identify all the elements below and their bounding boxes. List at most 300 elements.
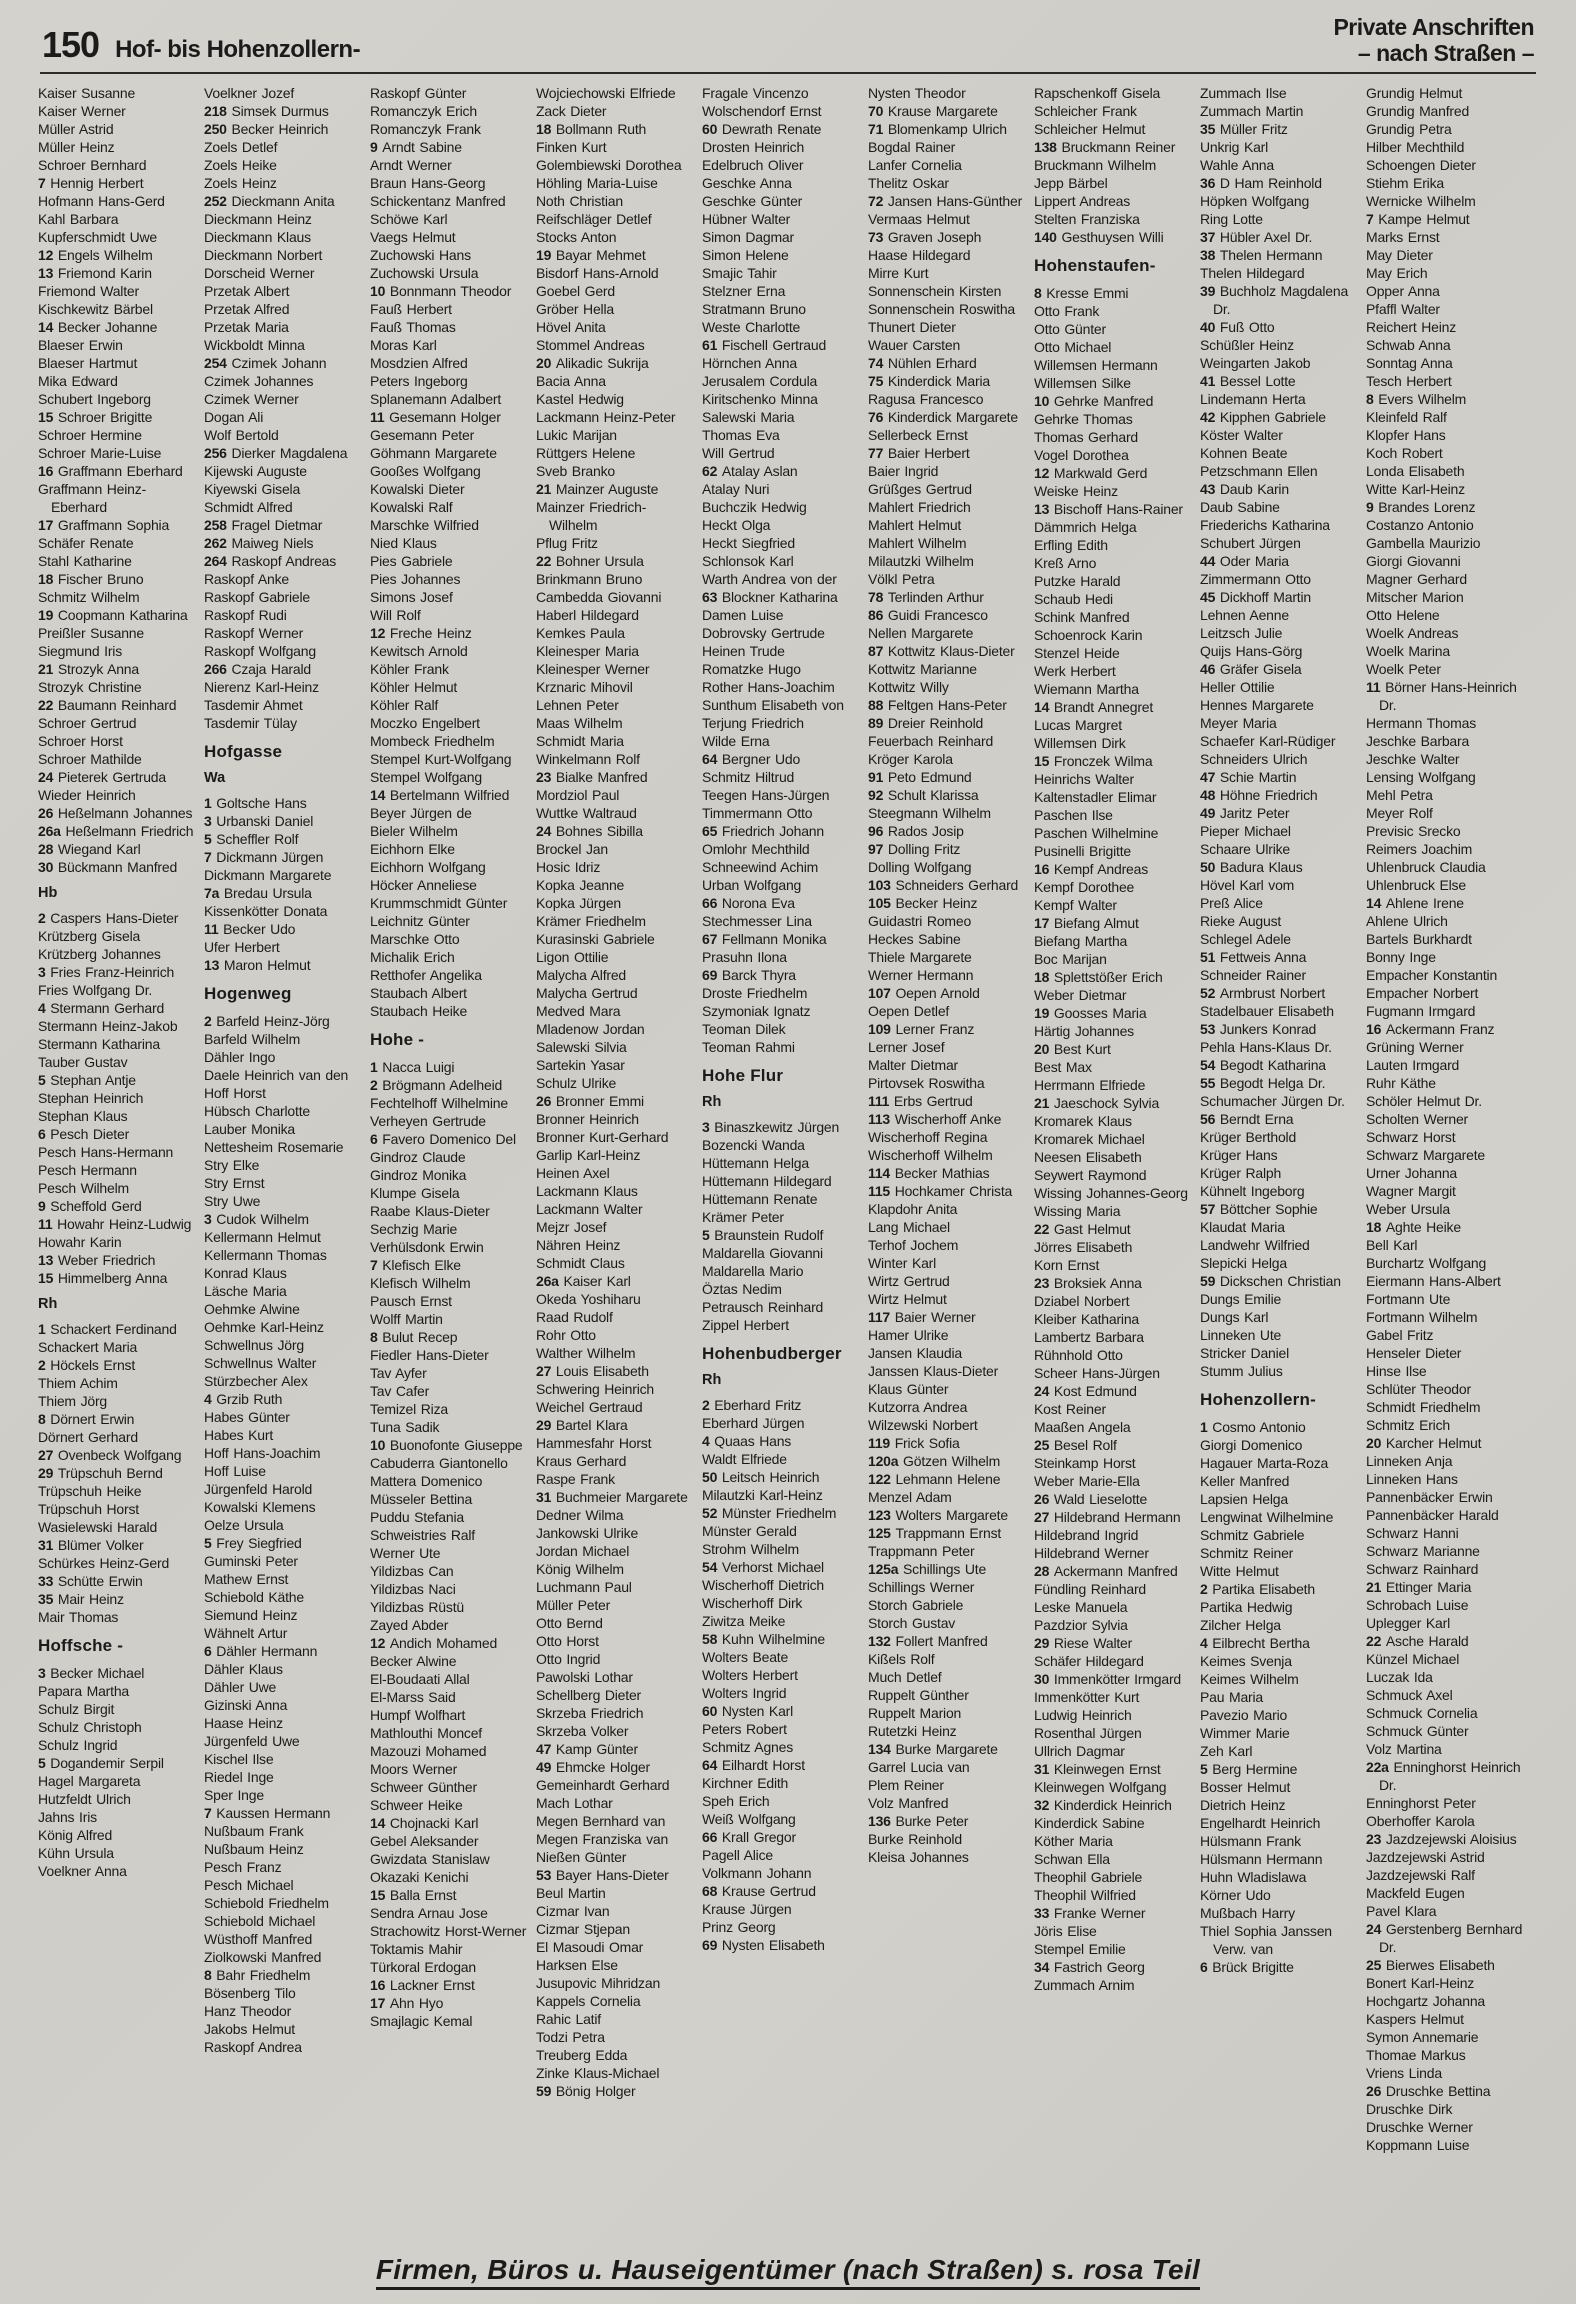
directory-entry: Reimers Joachim [1366,841,1473,857]
directory-entry: 138 Bruckmann Reiner [1034,139,1176,155]
house-number: 22 [536,553,556,569]
directory-entry: 10 Gehrke Manfred [1034,393,1154,409]
directory-entry: Kowalski Ralf [370,499,453,515]
directory-entry: Kromarek Klaus [1034,1113,1132,1129]
house-number: 88 [868,697,888,713]
directory-entry: Scheer Hans-Jürgen [1034,1365,1160,1381]
directory-entry: Pawolski Lothar [536,1669,633,1685]
directory-entry: 30 Bückmann Manfred [38,859,178,875]
directory-entry: Münster Gerald [702,1523,797,1539]
directory-entry: Fündling Reinhard [1034,1581,1147,1597]
directory-entry: Romatzke Hugo [702,661,801,677]
house-number: 3 [38,1665,51,1681]
directory-entry: Kowalski Klemens [204,1499,316,1515]
directory-entry: 18 Fischer Bruno [38,571,144,587]
directory-entry: 21 Jaeschock Sylvia [1034,1095,1160,1111]
directory-entry: Retthofer Angelika [370,967,482,983]
directory-entry: Omlohr Mechthild [702,841,810,857]
directory-entry: 30 Immenkötter Irmgard [1034,1671,1181,1687]
directory-entry: Schiebold Käthe [204,1589,304,1605]
house-number: 21 [38,661,58,677]
directory-entry: Quijs Hans-Görg [1200,643,1303,659]
directory-entry: Kost Reiner [1034,1401,1106,1417]
directory-entry: Hoff Luise [204,1463,266,1479]
directory-entry: Milautzki Wilhelm [868,553,974,569]
directory-entry: Schweer Günther [370,1779,477,1795]
directory-entry: Pesch Wilhelm [38,1180,129,1196]
house-number: 136 [868,1813,896,1829]
directory-entry: Stry Elke [204,1157,260,1173]
directory-entry: 32 Kinderdick Heinrich [1034,1797,1172,1813]
directory-entry: Schillings Werner [868,1579,975,1595]
directory-entry: 44 Oder Maria [1200,553,1289,569]
house-number: 4 [204,1391,217,1407]
directory-entry: Stempel Kurt-Wolfgang [370,751,512,767]
directory-entry: Humpf Wolfhart [370,1707,466,1723]
directory-entry: Fries Wolfgang Dr. [38,982,153,998]
directory-entry: Heinen Axel [536,1165,610,1181]
directory-entry: Putzke Harald [1034,573,1121,589]
directory-entry: Jörres Elisabeth [1034,1239,1133,1255]
directory-entry: 87 Kottwitz Klaus-Dieter [868,643,1015,659]
directory-entry: Dörnert Gerhard [38,1429,138,1445]
house-number: 96 [868,823,888,839]
directory-entry: Kappels Cornelia [536,1993,641,2009]
directory-entry: 36 D Ham Reinhold [1200,175,1322,191]
directory-entry: Tauber Gustav [38,1054,128,1070]
house-number: 5 [702,1227,715,1243]
directory-entry: Werner Ute [370,1545,441,1561]
directory-entry: Sunthum Elisabeth von [702,697,844,713]
directory-entry: Ring Lotte [1200,211,1263,227]
directory-entry: Stelzner Erna [702,283,786,299]
directory-entry: 42 Kipphen Gabriele [1200,409,1326,425]
directory-entry: Wissing Maria [1034,1203,1121,1219]
directory-entry: Kleisa Johannes [868,1849,969,1865]
directory-entry: Stiehm Erika [1366,175,1444,191]
directory-entry: Verhülsdonk Erwin [370,1239,484,1255]
directory-entry: Trüpschuh Heike [38,1483,142,1499]
house-number: 16 [1034,861,1054,877]
house-number: 40 [1200,319,1220,335]
house-number: 6 [204,1643,217,1659]
house-number: 19 [1034,1005,1054,1021]
directory-entry: Koppmann Luise [1366,2137,1470,2153]
directory-entry: Seywert Raymond [1034,1167,1147,1183]
directory-entry: Stry Ernst [204,1175,265,1191]
directory-entry: Noth Christian [536,193,623,209]
directory-entry: 105 Becker Heinz [868,895,978,911]
directory-entry: Eichhorn Wolfgang [370,859,486,875]
directory-entry: Jordan Michael [536,1543,630,1559]
house-number: 71 [868,121,888,137]
directory-entry: Lang Michael [868,1219,950,1235]
directory-entry: 24 Bohnes Sibilla [536,823,643,839]
directory-entry: Höhling Maria-Luise [536,175,658,191]
directory-entry: Otto Ingrid [536,1651,601,1667]
directory-entry: Stadelbauer Elisabeth [1200,1003,1334,1019]
house-number: 2 [38,910,51,926]
directory-entry: Paschen Wilhelmine [1034,825,1159,841]
directory-entry: 31 Blümer Volker [38,1537,144,1553]
directory-entry: 29 Riese Walter [1034,1635,1133,1651]
directory-entry: Gindroz Claude [370,1149,466,1165]
house-number: 9 [38,1198,51,1214]
house-number: 54 [702,1559,722,1575]
directory-entry: Voelkner Jozef [204,85,295,101]
directory-entry: Golembiewski Dorothea [536,157,682,173]
directory-entry: Symon Annemarie [1366,2029,1479,2045]
directory-entry: 20 Alikadic Sukrija [536,355,649,371]
directory-entry: Hagel Margareta [38,1773,141,1789]
directory-entry: 7 Kaussen Hermann [204,1805,331,1821]
directory-entry: 7 Kampe Helmut [1366,211,1470,227]
directory-entry: Smajlagic Kemal [370,2013,473,2029]
directory-entry: Wahle Anna [1200,157,1274,173]
directory-entry: Megen Bernhard van [536,1813,666,1829]
directory-entry: Sendra Arnau Jose [370,1905,488,1921]
directory-entry: Ligon Ottilie [536,949,609,965]
directory-entry: Lackmann Klaus [536,1183,638,1199]
district-label: Wa [204,770,226,786]
directory-entry: 86 Guidi Francesco [868,607,988,623]
directory-entry: Stechmesser Lina [702,913,812,929]
house-number: 3 [204,1211,217,1227]
house-number: 24 [38,769,58,785]
house-number: 45 [1200,589,1220,605]
directory-entry: Fortmann Ute [1366,1291,1451,1307]
directory-entry: Milautzki Karl-Heinz [702,1487,823,1503]
directory-entry: 262 Maiweg Niels [204,535,314,551]
directory-entry: Friederichs Katharina [1200,517,1330,533]
directory-entry: Smajic Tahir [702,265,777,281]
house-number: 75 [868,373,888,389]
directory-entry: 57 Böttcher Sophie [1200,1201,1318,1217]
directory-entry: Otto Michael [1034,339,1112,355]
directory-entry: 1 Schackert Ferdinand [38,1321,177,1337]
house-number: 3 [38,964,51,980]
directory-entry: Burchartz Wolfgang [1366,1255,1487,1271]
directory-entry: Schlegel Adele [1200,931,1291,947]
directory-entry: Wischerhoff Dirk [702,1595,803,1611]
house-number: 29 [38,1465,58,1481]
directory-entry: Mika Edward [38,373,118,389]
directory-entry: Przetak Albert [204,283,290,299]
directory-entry: Pieper Michael [1200,823,1291,839]
directory-entry: Gemeinhardt Gerhard [536,1777,670,1793]
directory-entry: Druschke Werner [1366,2119,1473,2135]
directory-entry: Hübner Walter [702,211,791,227]
directory-entry: Dedner Wilma [536,1507,624,1523]
directory-entry: Strozyk Christine [38,679,142,695]
house-number: 254 [204,355,232,371]
directory-entry: Fechtelhoff Wilhelmine [370,1095,508,1111]
house-number: 21 [1366,1579,1386,1595]
directory-entry: Marschke Otto [370,931,460,947]
directory-entry: 68 Krause Gertrud [702,1883,816,1899]
house-number: 23 [1366,1831,1386,1847]
directory-entry: Timmermann Otto [702,805,813,821]
directory-entry: Jusupovic Mihridzan [536,1975,661,1991]
directory-entry: Sonnenschein Kirsten [868,283,1002,299]
directory-entry: Krüger Berthold [1200,1129,1297,1145]
directory-entry: 11 Howahr Heinz-Ludwig [38,1216,192,1232]
directory-entry: 8 Bahr Friedhelm [204,1967,311,1983]
directory-entry: Unkrig Karl [1200,139,1269,155]
street-header: Hoffsche - [38,1636,124,1655]
directory-entry: 51 Fettweis Anna [1200,949,1307,965]
house-number: 49 [536,1759,556,1775]
directory-entry: Schaefer Karl-Rüdiger [1200,733,1336,749]
directory-entry: Lackmann Heinz-Peter [536,409,676,425]
directory-entry: Schwarz Marianne [1366,1543,1480,1559]
directory-entry: 12 Markwald Gerd [1034,465,1148,481]
directory-entry: Oelze Ursula [204,1517,284,1533]
directory-entry: Pannenbäcker Harald [1366,1507,1499,1523]
directory-entry: Zayed Abder [370,1617,449,1633]
directory-entry: Fiedler Hans-Dieter [370,1347,489,1363]
house-number: 66 [702,1829,722,1845]
directory-entry: 258 Fragel Dietmar [204,517,323,533]
directory-entry: Klefisch Wilhelm [370,1275,471,1291]
directory-entry: Ziolkowski Manfred [204,1949,322,1965]
directory-entry: Schürkes Heinz-Gerd [38,1555,170,1571]
house-number: 56 [1200,1111,1220,1127]
directory-entry: 53 Bayer Hans-Dieter [536,1867,669,1883]
directory-entry: Dickmann Margarete [204,867,332,883]
directory-entry: Czimek Johannes [204,373,314,389]
directory-entry: Gehrke Thomas [1034,411,1133,427]
directory-entry: Pflug Fritz [536,535,598,551]
directory-entry: 9 Scheffold Gerd [38,1198,142,1214]
directory-entry: 252 Dieckmann Anita [204,193,335,209]
directory-entry: Mahlert Friedrich [868,499,971,515]
house-number: 9 [370,139,383,155]
house-number: 25 [1366,1957,1386,1973]
directory-entry: Vaegs Helmut [370,229,456,245]
directory-entry: Schoengen Dieter [1366,157,1476,173]
house-number: 6 [1200,1959,1213,1975]
directory-entry: Woelk Marina [1366,643,1450,659]
house-number: 218 [204,103,232,119]
house-number: 258 [204,517,232,533]
directory-entry: Hübsch Charlotte [204,1103,310,1119]
directory-entry: Schmidt Claus [536,1255,625,1271]
column-6 [868,84,1025,2244]
directory-entry: 27 Hildebrand Hermann [1034,1509,1181,1525]
directory-entry: 37 Hübler Axel Dr. [1200,229,1313,245]
directory-entry: 23 Bialke Manfred [536,769,648,785]
house-number: 20 [1034,1041,1054,1057]
directory-entry: Stumm Julius [1200,1363,1283,1379]
directory-entry: Yildizbas Can [370,1563,454,1579]
directory-entry: Härtig Johannes [1034,1023,1134,1039]
directory-entry: Schleicher Helmut [1034,121,1146,137]
house-number: 105 [868,895,896,911]
directory-entry: Bieler Wilhelm [370,823,458,839]
directory-entry: Gwizdata Stanislaw [370,1851,490,1867]
directory-entry: Koch Robert [1366,445,1443,461]
directory-entry: Jazdzejewski Astrid [1366,1849,1485,1865]
directory-entry: Wiemann Martha [1034,681,1139,697]
directory-entry: Habes Kurt [204,1427,274,1443]
directory-entry: Huhn Wladislawa [1200,1869,1307,1885]
directory-entry: Ufer Herbert [204,939,280,955]
directory-entry: 27 Ovenbeck Wolfgang [38,1447,182,1463]
directory-entry: Kißels Rolf [868,1651,935,1667]
directory-entry: Luczak Ida [1366,1669,1433,1685]
directory-entry: Haberl Hildegard [536,607,639,623]
directory-entry: Hülsmann Hermann [1200,1851,1323,1867]
directory-entry: Mair Thomas [38,1609,119,1625]
house-number: 107 [868,985,896,1001]
street-header: Hohenbudberger [702,1344,842,1363]
directory-entry: Medved Mara [536,1003,621,1019]
directory-entry: Kijewski Auguste [204,463,307,479]
directory-entry: Weber Dietmar [1034,987,1127,1003]
directory-entry: Marschke Wilfried [370,517,479,533]
directory-entry: Splanemann Adalbert [370,391,502,407]
directory-entry: Hermann Thomas [1366,715,1476,731]
directory-entry: Künzel Michael [1366,1651,1460,1667]
house-number: 24 [1366,1921,1386,1937]
directory-entry: Kleiber Katharina [1034,1311,1139,1327]
directory-entry: Skrzeba Volker [536,1723,629,1739]
directory-entry: Schulz Ulrike [536,1075,617,1091]
directory-entry: Tav Cafer [370,1383,430,1399]
house-number: 17 [1034,915,1054,931]
directory-entry: Schmuck Axel [1366,1687,1453,1703]
directory-entry: 35 Müller Fritz [1200,121,1288,137]
directory-entry: Woelk Peter [1366,661,1441,677]
house-number: 8 [1034,285,1047,301]
directory-entry: Mathlouthi Moncef [370,1725,482,1741]
directory-entry: 250 Becker Heinrich [204,121,329,137]
directory-entry: Otto Horst [536,1633,599,1649]
page-title: Hof- bis Hohenzollern- [115,36,361,63]
directory-entry: Schmidt Friedhelm [1366,1399,1481,1415]
directory-entry: Dungs Karl [1200,1309,1269,1325]
directory-entry: Wauer Carsten [868,337,961,353]
directory-entry: 26 Heßelmann Johannes [38,805,193,821]
directory-entry: Schüßler Heinz [1200,337,1294,353]
house-number: 2 [38,1357,51,1373]
house-number: 30 [38,859,58,875]
house-number: 86 [868,607,888,623]
directory-entry: Okazaki Kenichi [370,1869,469,1885]
directory-entry: 10 Buonofonte Giuseppe [370,1437,523,1453]
directory-entry: Müller Peter [536,1597,611,1613]
directory-entry: 11 Gesemann Holger [370,409,501,425]
directory-entry: Leitzsch Julie [1200,625,1283,641]
house-number: 8 [370,1329,383,1345]
house-number: 27 [536,1363,556,1379]
directory-entry: 18 Splettstößer Erich [1034,969,1163,985]
directory-entry: Zinke Klaus-Michael [536,2065,660,2081]
directory-entry: 1 Cosmo Antonio [1200,1419,1306,1435]
directory-entry: Harksen Else [536,1957,618,1973]
directory-entry: 24 Gerstenberg Bernhard Dr. [1366,1921,1523,1955]
directory-entry: Zippel Herbert [702,1317,789,1333]
directory-entry: Sonntag Anna [1366,355,1453,371]
directory-entry: Will Rolf [370,607,421,623]
directory-entry: Malycha Gertrud [536,985,638,1001]
directory-entry: Kohnen Beate [1200,445,1288,461]
directory-entry: Pavel Klara [1366,1903,1437,1919]
directory-entry: 119 Frick Sofia [868,1435,960,1451]
directory-columns [38,84,1538,2244]
directory-entry: Salewski Silvia [536,1039,627,1055]
column-8 [1200,84,1357,2244]
directory-entry: Schink Manfred [1034,609,1130,625]
directory-entry: Schwellnus Jörg [204,1337,304,1353]
directory-entry: Pirtovsek Roswitha [868,1075,985,1091]
directory-entry: Otto Bernd [536,1615,603,1631]
house-number: 117 [868,1309,895,1325]
directory-entry: Schackert Maria [38,1339,138,1355]
house-number: 11 [370,409,390,425]
directory-entry: Prasuhn Ilona [702,949,787,965]
directory-entry: Willemsen Silke [1034,375,1131,391]
directory-entry: Ragusa Francesco [868,391,984,407]
house-number: 8 [38,1411,51,1427]
directory-entry: Cizmar Ivan [536,1903,610,1919]
directory-entry: Leichnitz Günter [370,913,470,929]
directory-entry: Dietrich Heinz [1200,1797,1286,1813]
house-number: 28 [1034,1563,1054,1579]
house-number: 15 [370,1887,390,1903]
directory-entry: Staubach Albert [370,985,467,1001]
directory-entry: Ullrich Dagmar [1034,1743,1125,1759]
directory-entry: Fortmann Wilhelm [1366,1309,1478,1325]
directory-entry: Jansen Klaudia [868,1345,962,1361]
directory-entry: 22a Enninghorst Heinrich Dr. [1366,1759,1521,1793]
directory-entry: Theophil Gabriele [1034,1869,1143,1885]
directory-entry: Klapdohr Anita [868,1201,958,1217]
street-header: Hofgasse [204,742,283,761]
directory-entry: Moors Werner [370,1761,458,1777]
directory-entry: Wojciechowski Elfriede [536,85,676,101]
directory-entry: Kreß Arno [1034,555,1097,571]
directory-entry: Hoff Horst [204,1085,266,1101]
house-number: 4 [702,1433,715,1449]
directory-entry: Hosic Idriz [536,859,601,875]
directory-entry: Howahr Karin [38,1234,122,1250]
directory-entry: 117 Baier Werner [868,1309,976,1325]
house-number: 14 [1034,699,1054,715]
directory-entry: Graffmann Heinz-Eberhard [38,481,147,515]
directory-entry: Droste Friedhelm [702,985,808,1001]
house-number: 13 [38,265,58,281]
directory-entry: Dähler Uwe [204,1679,277,1695]
house-number: 7a [204,885,224,901]
directory-entry: 2 Partika Elisabeth [1200,1581,1315,1597]
directory-entry: Mahlert Wilhelm [868,535,967,551]
directory-entry: Oehmke Alwine [204,1301,300,1317]
directory-entry: 17 Graffmann Sophia [38,517,170,533]
directory-entry: Papara Martha [38,1683,130,1699]
directory-entry: Opper Anna [1366,283,1440,299]
house-number: 11 [1366,679,1386,695]
house-number: 140 [1034,229,1062,245]
house-number: 53 [536,1867,556,1883]
directory-entry: 4 Quaas Hans [702,1433,792,1449]
directory-entry: Schubert Jürgen [1200,535,1301,551]
directory-entry: Schwan Ella [1034,1851,1110,1867]
directory-entry: Malycha Alfred [536,967,627,983]
directory-entry: 61 Fischell Gertraud [702,337,827,353]
directory-entry: Müller Astrid [38,121,114,137]
